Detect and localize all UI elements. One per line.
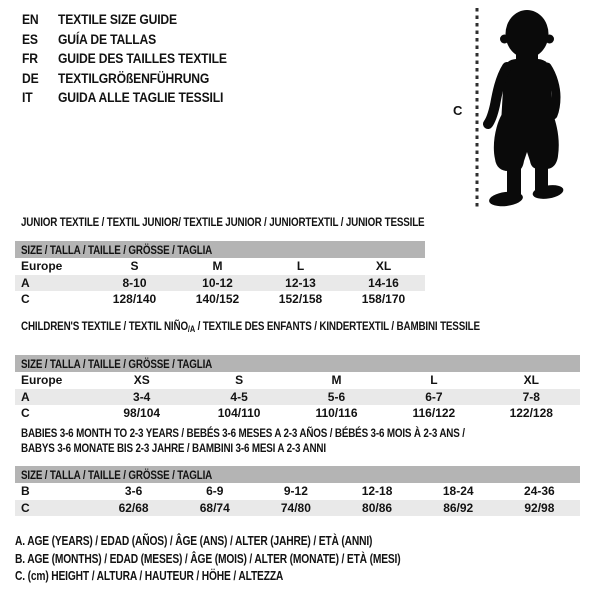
size-header-bar (15, 466, 580, 483)
size-header-bar (15, 355, 580, 372)
table-cell: 86/92 (443, 500, 474, 515)
table-cell: 74/80 (280, 500, 311, 515)
legend-line: B. AGE (MONTHS) / EDAD (MESES) / ÂGE (MOIS) / ALTER (MONATE) / ETÀ (MESI) (15, 551, 401, 566)
table-cell: 128/140 (112, 292, 157, 307)
table-row (15, 405, 580, 422)
table-cell: 116/122 (412, 406, 456, 421)
junior-table-title-text: JUNIOR TEXTILE / TEXTIL JUNIOR/ TEXTILE JUNIOR / JUNIORTEXTIL / JUNIOR TESSILE (21, 215, 425, 229)
table-cell: L (430, 373, 438, 388)
legend-line: C. (cm) HEIGHT / ALTURA / HAUTEUR / HÖHE / ALTEZZA (15, 569, 284, 583)
height-measure-label: C (453, 103, 463, 118)
table-cell: 12-18 (361, 484, 393, 499)
table-row (15, 372, 580, 389)
table-row (15, 258, 425, 275)
childrens-table-title-text: CHILDREN'S TEXTILE / TEXTIL $NIÑO_{/A}$ / TEXTILE DES ENFANTS / KINDERTEXTIL / BAMBINI TESSILE (21, 319, 480, 334)
babies-title-line1: BABIES 3-6 MONTH TO 2-3 YEARS / BEBÉS 3-6 MESES A 2-3 AÑOS / BÉBÉS 3-6 MOIS À 2-3 ANS / (21, 426, 465, 440)
table-cell: 6-7 (425, 389, 443, 404)
childrens-textile-section (15, 320, 590, 422)
table-cell: 24-36 (524, 484, 555, 499)
table-cell: 110/116 (315, 406, 358, 421)
table-cell: S (235, 373, 244, 388)
language-code: DE (22, 70, 39, 86)
table-cell: 12-13 (285, 275, 316, 290)
table-row (15, 389, 580, 406)
childrens-size-table (15, 355, 580, 422)
table-cell: 3-4 (133, 389, 151, 404)
title-subscript: /A (187, 324, 195, 334)
language-row (22, 49, 227, 69)
row-label: B (21, 484, 30, 499)
table-cell: 68/74 (199, 500, 230, 515)
row-label: A (21, 275, 30, 290)
table-cell: 140/152 (195, 292, 240, 307)
table-row (15, 500, 580, 517)
language-row (22, 88, 227, 108)
babies-size-table (15, 466, 580, 516)
table-cell: XS (133, 373, 150, 388)
row-label: Europe (21, 259, 63, 274)
legend-line: A. AGE (YEARS) / EDAD (AÑOS) / ÂGE (ANS) / ALTER (JAHRE) / ETÀ (ANNI) (15, 534, 373, 548)
table-row (15, 483, 580, 500)
table-cell: S (130, 259, 139, 274)
table-cell: L (296, 259, 305, 274)
row-label: C (21, 292, 30, 307)
size-header-text: SIZE / TALLA / TAILLE / GRÖSSE / TAGLIA (21, 242, 213, 257)
table-cell: 98/104 (123, 406, 161, 421)
row-label: C (21, 500, 30, 515)
language-code: FR (22, 51, 38, 67)
table-cell: 122/128 (509, 406, 553, 421)
baby-figure (450, 2, 598, 214)
language-label: GUIDA ALLE TAGLIE TESSILI (58, 90, 224, 106)
row-label: C (21, 406, 30, 421)
size-header-text: SIZE / TALLA / TAILLE / GRÖSSE / TAGLIA (21, 467, 213, 482)
table-cell: 5-6 (327, 389, 346, 404)
table-cell: M (331, 373, 342, 388)
measure-legend (15, 534, 485, 587)
table-cell: 158/170 (361, 292, 406, 307)
table-cell: 10-12 (202, 275, 233, 290)
table-cell: XL (523, 373, 539, 388)
table-cell: 4-5 (230, 389, 248, 404)
language-code: ES (22, 31, 38, 47)
language-code: IT (22, 90, 33, 106)
babies-table-title (21, 426, 590, 456)
language-row (22, 10, 227, 30)
table-row (15, 291, 425, 308)
language-label: GUÍA DE TALLAS (58, 31, 157, 47)
junior-textile-section (15, 216, 445, 308)
language-label: GUIDE DES TAILLES TEXTILE (58, 51, 227, 67)
table-row (15, 275, 425, 292)
table-cell: 7-8 (522, 389, 540, 404)
table-cell: 152/158 (278, 292, 323, 307)
table-cell: 6-9 (206, 484, 224, 499)
junior-size-table (15, 241, 425, 308)
table-cell: 104/110 (217, 406, 261, 421)
babies-textile-section (15, 426, 590, 516)
language-label: TEXTILGRÖßENFÜHRUNG (58, 70, 210, 86)
language-row (22, 69, 227, 89)
table-cell: 18-24 (442, 484, 474, 499)
row-label: Europe (21, 373, 63, 388)
language-code: EN (22, 12, 39, 28)
language-list (22, 10, 227, 108)
babies-title-line2: BABYS 3-6 MONATE BIS 2-3 JAHRE / BAMBINI 3-6 MESI A 2-3 ANNI (21, 441, 326, 455)
junior-table-title (21, 216, 445, 229)
size-header-text: SIZE / TALLA / TAILLE / GRÖSSE / TAGLIA (21, 356, 213, 371)
table-cell: 8-10 (122, 275, 147, 290)
table-cell: 9-12 (283, 484, 308, 499)
table-cell: M (212, 259, 223, 274)
row-label: A (21, 389, 30, 404)
table-cell: 14-16 (368, 275, 399, 290)
table-cell: 3-6 (124, 484, 143, 499)
language-row (22, 30, 227, 50)
table-cell: 92/98 (524, 500, 555, 515)
table-cell: 80/86 (362, 500, 393, 515)
size-header-bar (15, 241, 425, 258)
table-cell: XL (375, 259, 392, 274)
baby-silhouette-icon (450, 2, 598, 214)
childrens-table-title (21, 320, 590, 336)
language-label: TEXTILE SIZE GUIDE (58, 12, 177, 28)
table-cell: 62/68 (118, 500, 149, 515)
